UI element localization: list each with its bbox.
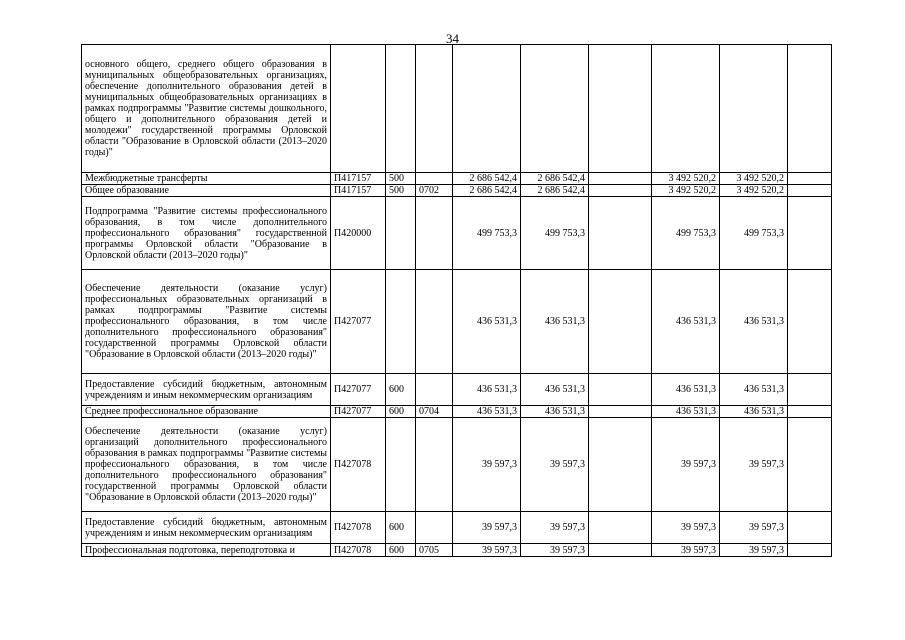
amount-cell-3 [589, 185, 652, 197]
amount-cell-6 [788, 270, 832, 374]
amount-cell-4: 3 492 520,2 [652, 185, 720, 197]
amount-cell-6 [788, 185, 832, 197]
amount-cell-3 [589, 45, 652, 173]
expense-type-cell: 600 [386, 544, 416, 557]
amount-cell-2: 436 531,3 [521, 374, 589, 406]
row-name-cell: основного общего, среднего общего образования в муниципальных общеобразовательных организациях, обеспечение дополнительного образования детей в муниципальных общеобразовательных организациях в рамках подпрограммы "Развитие системы дошкольного, общего и дополнительного образования детей и молодежи" государственной программы Орловской области "Образование в Орловской области (2013–2020 годы)" [82, 45, 331, 173]
section-code-cell [416, 512, 453, 544]
expense-type-cell [386, 197, 416, 270]
section-code-cell [416, 45, 453, 173]
amount-cell-4 [652, 45, 720, 173]
target-code-cell: П427077 [331, 374, 386, 406]
amount-cell-6 [788, 374, 832, 406]
amount-cell-2: 39 597,3 [521, 418, 589, 512]
table-row [82, 185, 832, 197]
amount-cell-5: 436 531,3 [720, 374, 788, 406]
amount-cell-2: 39 597,3 [521, 544, 589, 557]
amount-cell-6 [788, 418, 832, 512]
amount-cell-2: 436 531,3 [521, 270, 589, 374]
amount-cell-1: 2 686 542,4 [453, 185, 521, 197]
amount-cell-4: 436 531,3 [652, 406, 720, 418]
page-number: 34 [446, 31, 459, 46]
amount-cell-3 [589, 197, 652, 270]
amount-cell-4: 3 492 520,2 [652, 173, 720, 185]
section-code-cell [416, 197, 453, 270]
section-code-cell [416, 374, 453, 406]
row-name-cell: Предоставление субсидий бюджетным, автономным учреждениям и иным некоммерческим организациям [82, 374, 331, 406]
target-code-cell: П427077 [331, 406, 386, 418]
amount-cell-5: 39 597,3 [720, 512, 788, 544]
amount-cell-1: 436 531,3 [453, 270, 521, 374]
row-name-cell: Профессиональная подготовка, переподготовка и [82, 544, 331, 557]
amount-cell-5: 436 531,3 [720, 406, 788, 418]
table-row [82, 45, 832, 173]
expense-type-cell: 600 [386, 406, 416, 418]
expense-type-cell: 500 [386, 173, 416, 185]
amount-cell-3 [589, 418, 652, 512]
amount-cell-2: 39 597,3 [521, 512, 589, 544]
section-code-cell [416, 173, 453, 185]
row-name-cell: Среднее профессиональное образование [82, 406, 331, 418]
amount-cell-1: 436 531,3 [453, 374, 521, 406]
amount-cell-1: 39 597,3 [453, 544, 521, 557]
row-name-cell: Обеспечение деятельности (оказание услуг) профессиональных образовательных организаций в рамках подпрограммы "Развитие системы профессионального образования, в том числе дополнительного профессионального образования" государственной программы Орловской области "Образование в Орловской области (2013–2020 годы)" [82, 270, 331, 374]
budget-table [81, 44, 832, 557]
amount-cell-5: 436 531,3 [720, 270, 788, 374]
target-code-cell: П427078 [331, 544, 386, 557]
amount-cell-2: 2 686 542,4 [521, 173, 589, 185]
amount-cell-4: 436 531,3 [652, 374, 720, 406]
row-name-cell: Подпрограмма "Развитие системы профессионального образования, в том числе дополнительного профессионального образования" государственной программы Орловской области "Образование в Орловской области (2013–2020 годы)" [82, 197, 331, 270]
section-code-cell: 0702 [416, 185, 453, 197]
amount-cell-4: 499 753,3 [652, 197, 720, 270]
expense-type-cell [386, 418, 416, 512]
target-code-cell: П427078 [331, 512, 386, 544]
amount-cell-1: 499 753,3 [453, 197, 521, 270]
amount-cell-6 [788, 173, 832, 185]
amount-cell-5: 39 597,3 [720, 544, 788, 557]
target-code-cell: П417157 [331, 173, 386, 185]
table-row [82, 270, 832, 374]
table-row [82, 374, 832, 406]
amount-cell-3 [589, 374, 652, 406]
amount-cell-1: 2 686 542,4 [453, 173, 521, 185]
amount-cell-4: 39 597,3 [652, 418, 720, 512]
expense-type-cell [386, 270, 416, 374]
amount-cell-2: 436 531,3 [521, 406, 589, 418]
amount-cell-1 [453, 45, 521, 173]
table-row [82, 197, 832, 270]
amount-cell-6 [788, 512, 832, 544]
row-name-cell: Межбюджетные трансферты [82, 173, 331, 185]
target-code-cell: П420000 [331, 197, 386, 270]
target-code-cell: П427078 [331, 418, 386, 512]
amount-cell-6 [788, 45, 832, 173]
amount-cell-1: 436 531,3 [453, 406, 521, 418]
amount-cell-6 [788, 544, 832, 557]
section-code-cell [416, 418, 453, 512]
amount-cell-3 [589, 270, 652, 374]
amount-cell-1: 39 597,3 [453, 418, 521, 512]
amount-cell-3 [589, 544, 652, 557]
amount-cell-4: 436 531,3 [652, 270, 720, 374]
row-name-cell: Общее образование [82, 185, 331, 197]
section-code-cell: 0704 [416, 406, 453, 418]
amount-cell-4: 39 597,3 [652, 544, 720, 557]
target-code-cell: П427077 [331, 270, 386, 374]
amount-cell-5: 3 492 520,2 [720, 173, 788, 185]
target-code-cell [331, 45, 386, 173]
amount-cell-5: 3 492 520,2 [720, 185, 788, 197]
expense-type-cell: 500 [386, 185, 416, 197]
row-name-cell: Предоставление субсидий бюджетным, автономным учреждениям и иным некоммерческим организациям [82, 512, 331, 544]
expense-type-cell: 600 [386, 374, 416, 406]
table-row [82, 173, 832, 185]
amount-cell-6 [788, 197, 832, 270]
expense-type-cell: 600 [386, 512, 416, 544]
amount-cell-5 [720, 45, 788, 173]
amount-cell-6 [788, 406, 832, 418]
table-row [82, 512, 832, 544]
amount-cell-2: 2 686 542,4 [521, 185, 589, 197]
table-row [82, 544, 832, 557]
amount-cell-3 [589, 512, 652, 544]
table-row [82, 418, 832, 512]
amount-cell-5: 39 597,3 [720, 418, 788, 512]
amount-cell-3 [589, 173, 652, 185]
amount-cell-2: 499 753,3 [521, 197, 589, 270]
section-code-cell: 0705 [416, 544, 453, 557]
target-code-cell: П417157 [331, 185, 386, 197]
row-name-cell: Обеспечение деятельности (оказание услуг) организаций дополнительного профессионального образования в рамках подпрограммы "Развитие системы профессионального образования, в том числе дополнительного профессионального образования" государственной программы Орловской области "Образование в Орловской области (2013–2020 годы)" [82, 418, 331, 512]
amount-cell-4: 39 597,3 [652, 512, 720, 544]
amount-cell-5: 499 753,3 [720, 197, 788, 270]
amount-cell-3 [589, 406, 652, 418]
expense-type-cell [386, 45, 416, 173]
amount-cell-1: 39 597,3 [453, 512, 521, 544]
section-code-cell [416, 270, 453, 374]
table-row [82, 406, 832, 418]
amount-cell-2 [521, 45, 589, 173]
